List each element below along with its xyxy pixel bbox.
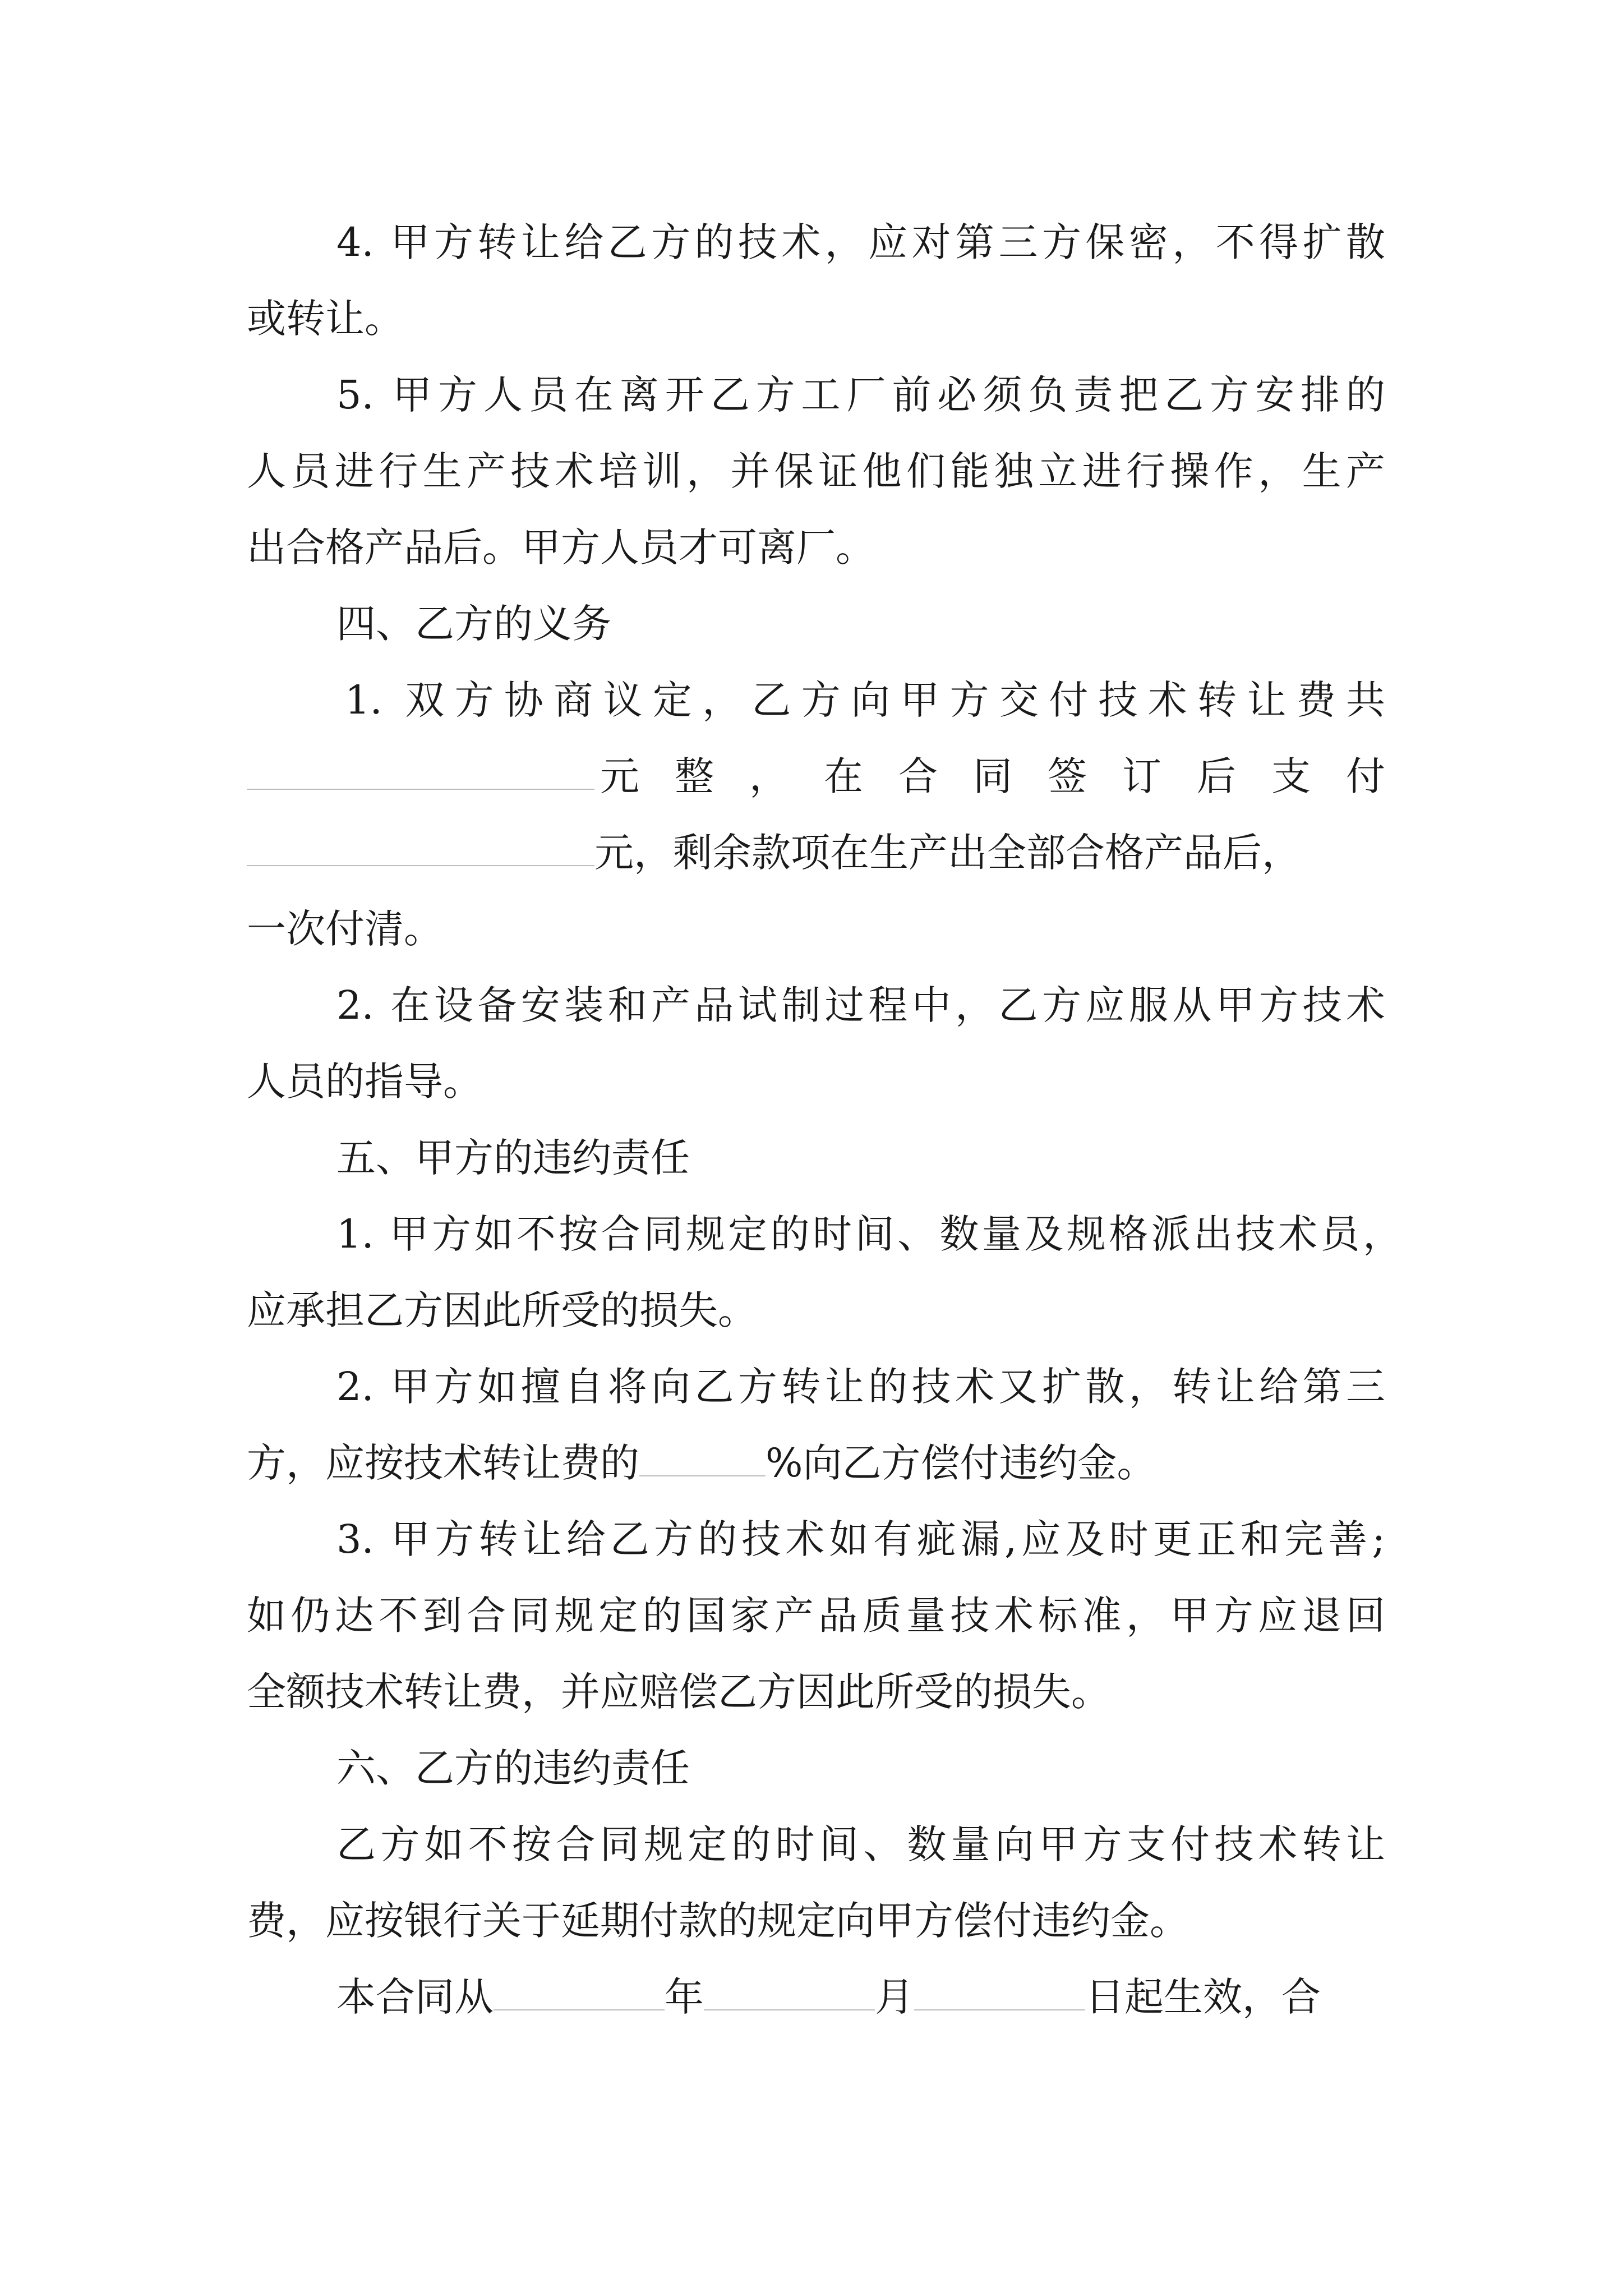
clause-4-2-line-1: 2. 在设备安装和产品试制过程中，乙方应服从甲方技术	[336, 982, 1385, 1028]
section-6-heading: 六、乙方的违约责任	[336, 1745, 690, 1791]
clause-5-2-line-1: 2. 甲方如擅自将向乙方转让的技术又扩散，转让给第三	[336, 1364, 1385, 1410]
clause-3-5-line-3: 出合格产品后。甲方人员才可离厂。	[247, 524, 875, 570]
effective-date-prefix: 本合同从	[336, 1974, 494, 2020]
clause-4-1-line-4: 一次付清。	[247, 906, 443, 952]
clause-4-1-line-3-text: 元，剩余款项在生产出全部合格产品后，	[594, 830, 1301, 876]
year-blank[interactable]	[494, 1960, 665, 2010]
section-5-heading: 五、甲方的违约责任	[336, 1135, 690, 1181]
clause-4-1-line-2	[247, 737, 1385, 816]
year-label: 年	[665, 1974, 704, 2020]
clause-3-5-line-1: 5. 甲方人员在离开乙方工厂前必须负责把乙方安排的	[336, 372, 1385, 418]
clause-3-5-line-2: 人员进行生产技术培训，并保证他们能独立进行操作，生产	[247, 448, 1385, 494]
clause-4-1-line-2-text: 元 整 ， 在 合 同 签 订 后 支 付	[600, 753, 1385, 799]
clause-5-2-line-2-text-b: %向乙方偿付违约金。	[766, 1440, 1156, 1486]
penalty-percent-blank[interactable]	[639, 1426, 766, 1476]
clause-5-3-line-1: 3. 甲方转让给乙方的技术如有疵漏,应及时更正和完善;	[336, 1516, 1385, 1562]
clause-5-1-line-2: 应承担乙方因此所受的损失。	[247, 1287, 757, 1333]
clause-3-4-line-1: 4. 甲方转让给乙方的技术，应对第三方保密，不得扩散	[336, 219, 1385, 265]
section-6-line-2: 费，应按银行关于延期付款的规定向甲方偿付违约金。	[247, 1898, 1189, 1944]
effective-date-line	[336, 1958, 1385, 2036]
clause-4-1-line-1: 1. 双方协商议定，乙方向甲方交付技术转让费共	[345, 677, 1385, 723]
section-4-heading: 四、乙方的义务	[336, 601, 611, 647]
clause-4-2-line-2: 人员的指导。	[247, 1059, 482, 1105]
clause-5-1-line-1: 1. 甲方如不按合同规定的时间、数量及规格派出技术员，	[336, 1211, 1402, 1257]
month-blank[interactable]	[704, 1960, 875, 2010]
clause-5-2-line-2-text-a: 方，应按技术转让费的	[247, 1440, 639, 1486]
fee-initial-blank[interactable]	[247, 816, 594, 866]
month-label: 月	[875, 1974, 914, 2020]
fee-total-blank[interactable]	[247, 739, 594, 790]
day-blank[interactable]	[914, 1960, 1085, 2010]
section-6-line-1: 乙方如不按合同规定的时间、数量向甲方支付技术转让	[336, 1821, 1385, 1867]
clause-5-2-line-2	[247, 1424, 1385, 1502]
clause-4-1-line-3	[247, 813, 1408, 892]
clause-5-3-line-3: 全额技术转让费，并应赔偿乙方因此所受的损失。	[247, 1669, 1110, 1715]
effective-date-suffix: 日起生效，合	[1085, 1974, 1321, 2020]
clause-3-4-line-2: 或转让。	[247, 296, 404, 342]
clause-5-3-line-2: 如仍达不到合同规定的国家产品质量技术标准，甲方应退回	[247, 1593, 1385, 1639]
